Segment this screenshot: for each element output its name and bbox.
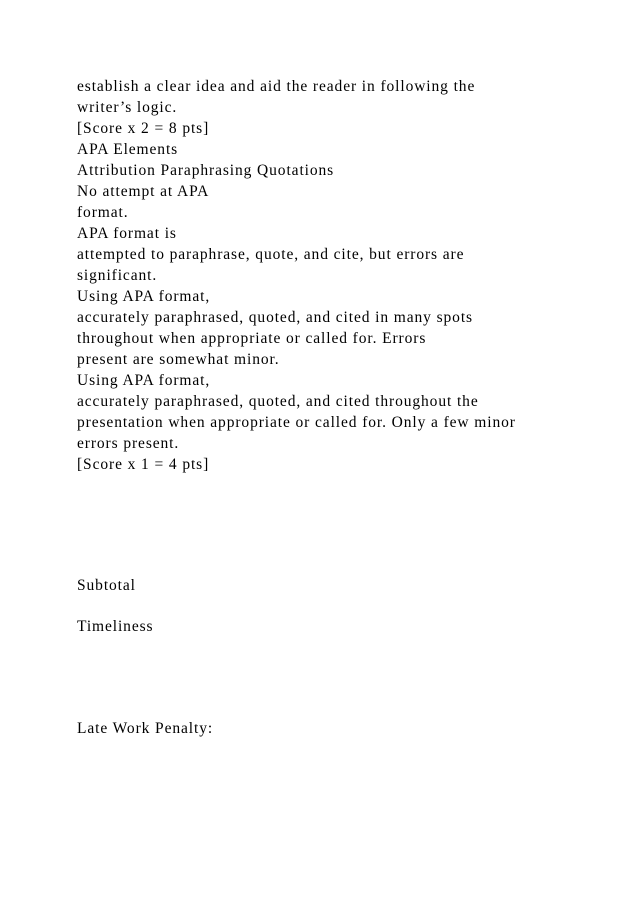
text-line: [Score x 1 = 4 pts] — [77, 456, 210, 473]
text-line: establish a clear idea and aid the reader in following the — [77, 78, 476, 95]
text-line: accurately paraphrased, quoted, and cited in many spots — [77, 309, 473, 326]
text-line: format. — [77, 204, 129, 221]
text-line: APA format is — [77, 225, 177, 242]
text-line: errors present. — [77, 435, 180, 452]
text-line: attempted to paraphrase, quote, and cite, but errors are — [77, 246, 465, 263]
subtotal-label: Subtotal — [77, 577, 136, 594]
text-line: Using APA format, — [77, 372, 211, 389]
text-line: significant. — [77, 267, 158, 284]
text-line: throughout when appropriate or called for. Errors — [77, 330, 427, 347]
text-line: Using APA format, — [77, 288, 211, 305]
text-line: accurately paraphrased, quoted, and cited throughout the — [77, 393, 479, 410]
text-line: Attribution Paraphrasing Quotations — [77, 162, 335, 179]
text-line: present are somewhat minor. — [77, 351, 280, 368]
text-line: No attempt at APA — [77, 183, 210, 200]
text-line: [Score x 2 = 8 pts] — [77, 120, 210, 137]
timeliness-label: Timeliness — [77, 618, 154, 635]
text-line: presentation when appropriate or called for. Only a few minor — [77, 414, 516, 431]
text-line: APA Elements — [77, 141, 179, 158]
text-line: writer’s logic. — [77, 99, 178, 116]
late-work-penalty-label: Late Work Penalty: — [77, 720, 214, 737]
